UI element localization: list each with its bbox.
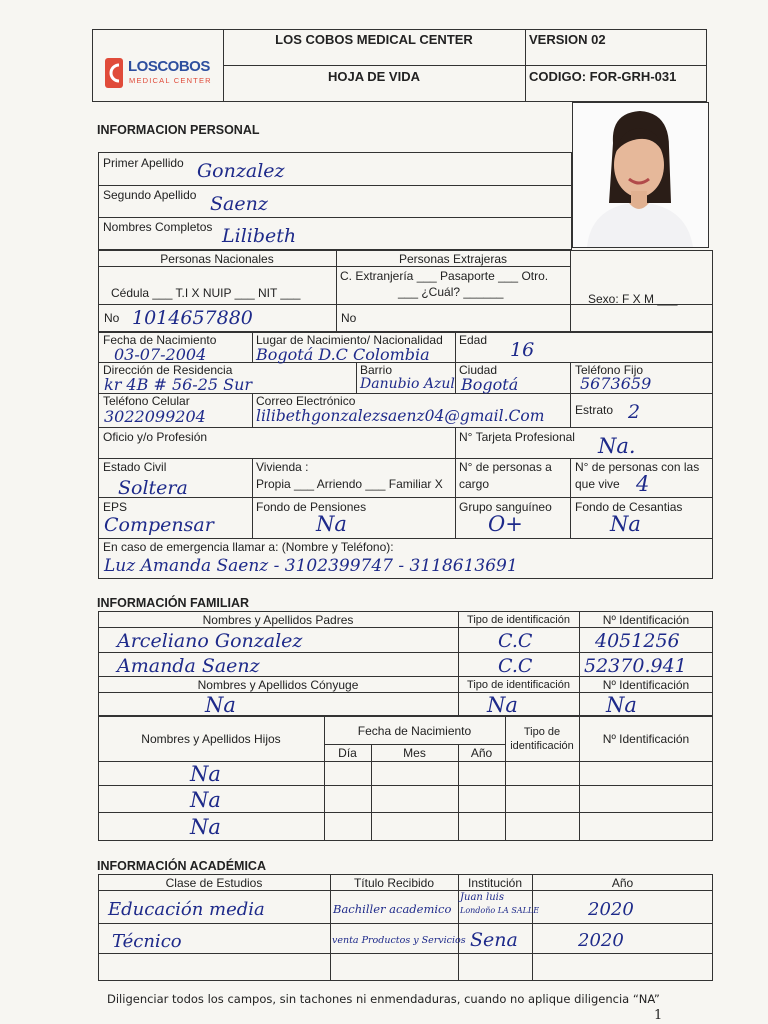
primer-apellido-label: Primer Apellido [103,156,184,170]
pensiones-value[interactable]: Na [316,512,347,536]
col-ano: Año [611,876,634,890]
padres-header: Nombres y Apellidos Padres [202,613,354,627]
logo-icon [104,56,126,90]
barrio-value[interactable]: Danubio Azul [360,376,455,392]
doc-types-foreign-1[interactable]: C. Extranjería ___ Pasaporte ___ Otro. [340,269,549,283]
fecha-nac-value[interactable]: 03-07-2004 [114,345,207,364]
tarjeta-label: N° Tarjeta Profesional [459,430,575,444]
conyuge-tipo-id[interactable]: Na [487,693,518,717]
lugar-nac-label: Lugar de Nacimiento/ Nacionalidad [256,333,443,347]
photo-frame [572,102,709,248]
nacionales-label: Personas Nacionales [160,252,274,266]
estudio-1-clase[interactable]: Educación media [108,899,265,920]
logo-text: LOSCOBOS [128,58,210,75]
hijos-tipo-id-header-2: identificación [510,740,574,752]
extranjeras-label: Personas Extrajeras [398,252,508,266]
profile-photo [573,103,708,247]
tipo-id-header: Tipo de identificación [467,614,570,626]
conyuge-num-id-header: Nº Identificación [602,678,690,692]
sangre-label: Grupo sanguíneo [459,500,552,514]
doc-types-foreign-2[interactable]: ___ ¿Cuál? ______ [398,285,504,299]
doc-types-national[interactable]: Cédula ___ T.I X NUIP ___ NIT ___ [111,286,301,300]
conyuge-num-id[interactable]: Na [606,693,637,717]
ciudad-value[interactable]: Bogotá [461,375,519,394]
celular-value[interactable]: 3022099204 [104,407,206,426]
page-number: 1 [654,1008,663,1023]
vivienda-options[interactable]: Propia ___ Arriendo ___ Familiar X [256,477,443,491]
ciudad-label: Ciudad [459,363,498,377]
hijo-3-nombre[interactable]: Na [190,815,221,839]
version: VERSION 02 [529,32,606,47]
vivienda-label: Vivienda : [256,460,309,474]
document-code: CODIGO: FOR-GRH-031 [529,69,677,84]
conyuge-tipo-id-header: Tipo de identificación [467,679,570,691]
col-clase: Clase de Estudios [165,876,263,890]
company-logo [104,56,216,90]
estudio-2-ano[interactable]: 2020 [578,930,624,951]
madre-tipo-id[interactable]: C.C [498,655,533,677]
oficio-label: Oficio y/o Profesión [103,430,208,444]
lugar-nac-value[interactable]: Bogotá D.C Colombia [256,345,430,364]
personas-vive-label-2: que vive [575,477,620,491]
madre-nombre[interactable]: Amanda Saenz [117,655,260,677]
hijos-mes-header: Mes [403,746,426,760]
section-academica: INFORMACIÓN ACADÉMICA [97,859,266,873]
estudio-1-inst-1[interactable]: Juan luis [460,892,504,903]
sangre-value[interactable]: O+ [488,512,523,536]
estudio-2-titulo[interactable]: venta Productos y Servicios [332,935,466,946]
segundo-apellido-label: Segundo Apellido [103,188,197,202]
pensiones-label: Fondo de Pensiones [256,500,367,514]
num-id-header: Nº Identificación [602,613,690,627]
edad-value[interactable]: 16 [510,339,535,361]
eps-label: EPS [103,500,128,514]
direccion-label: Dirección de Residencia [103,363,233,377]
conyuge-nombre[interactable]: Na [205,693,236,717]
madre-num-id[interactable]: 52370.941 [584,655,687,677]
hijos-dia-header: Día [338,746,357,760]
document-number[interactable]: 1014657880 [132,307,253,329]
personas-vive-label-1: N° de personas con las [575,460,700,474]
celular-label: Teléfono Celular [103,394,190,408]
correo-value[interactable]: lilibethgonzalezsaenz04@gmail.Com [256,407,545,425]
personas-vive-value[interactable]: 4 [636,472,650,496]
org-name: LOS COBOS MEDICAL CENTER [275,32,473,47]
estudio-2-clase[interactable]: Técnico [112,931,182,952]
hijos-fecha-header: Fecha de Nacimiento [357,724,472,738]
personas-cargo-label-1: N° de personas a [459,460,552,474]
no-ext-label: No [341,311,357,325]
eps-value[interactable]: Compensar [104,514,214,536]
estrato-label: Estrato [575,403,614,417]
doc-title: HOJA DE VIDA [328,69,420,84]
col-titulo: Título Recibido [353,876,435,890]
estudio-1-titulo[interactable]: Bachiller academico [333,902,452,916]
hijos-num-id-header: Nº Identificación [602,732,690,746]
nombres-label: Nombres Completos [103,220,213,234]
personas-cargo-label-2: cargo [459,477,490,491]
estado-civil-label: Estado Civil [103,460,167,474]
padre-nombre[interactable]: Arceliano Gonzalez [117,630,303,652]
no-label: No [104,311,120,325]
fecha-nac-label: Fecha de Nacimiento [103,333,217,347]
hijos-ano-header: Año [470,746,493,760]
emergencia-value[interactable]: Luz Amanda Saenz - 3102399747 - 3118613691 [104,556,518,576]
section-familiar: INFORMACIÓN FAMILIAR [97,596,250,610]
sexo-field[interactable]: Sexo: F X M ___ [588,292,678,306]
cesantias-label: Fondo de Cesantias [575,500,683,514]
logo-subtext: MEDICAL CENTER [129,76,212,85]
padre-num-id[interactable]: 4051256 [595,630,680,652]
estado-civil-value[interactable]: Soltera [118,477,188,499]
tel-fijo-label: Teléfono Fijo [575,363,644,377]
cesantias-value[interactable]: Na [610,512,641,536]
estudio-2-inst[interactable]: Sena [470,929,518,951]
footer-note: Diligenciar todos los campos, sin tachones ni enmendaduras, cuando no aplique diligencia “NA” [107,992,660,1006]
nombres-value[interactable]: Lilibeth [222,225,297,247]
edad-label: Edad [459,333,488,347]
col-institucion: Institución [467,876,523,890]
barrio-label: Barrio [360,363,393,377]
conyuge-header: Nombres y Apellidos Cónyuge [197,678,359,692]
padre-tipo-id[interactable]: C.C [498,630,533,652]
estudio-1-ano[interactable]: 2020 [588,899,634,920]
direccion-value[interactable]: kr 4B # 56-25 Sur [104,375,253,394]
section-personal: INFORMACION PERSONAL [97,123,260,137]
hijos-header: Nombres y Apellidos Hijos [141,732,281,746]
hijo-2-nombre[interactable]: Na [190,788,221,812]
primer-apellido-value[interactable]: Gonzalez [197,160,285,182]
hijo-1-nombre[interactable]: Na [190,762,221,786]
hijos-tipo-id-header-1: Tipo de [523,726,561,738]
segundo-apellido-value[interactable]: Saenz [210,193,268,215]
tel-fijo-value[interactable]: 5673659 [580,374,652,393]
estudio-1-inst-2[interactable]: Londoño LA SALLE [460,906,540,915]
correo-label: Correo Electrónico [256,394,356,408]
estrato-value[interactable]: 2 [628,401,641,423]
tarjeta-value[interactable]: Na. [598,434,636,458]
emergencia-label: En caso de emergencia llamar a: (Nombre y Teléfono): [103,540,394,554]
